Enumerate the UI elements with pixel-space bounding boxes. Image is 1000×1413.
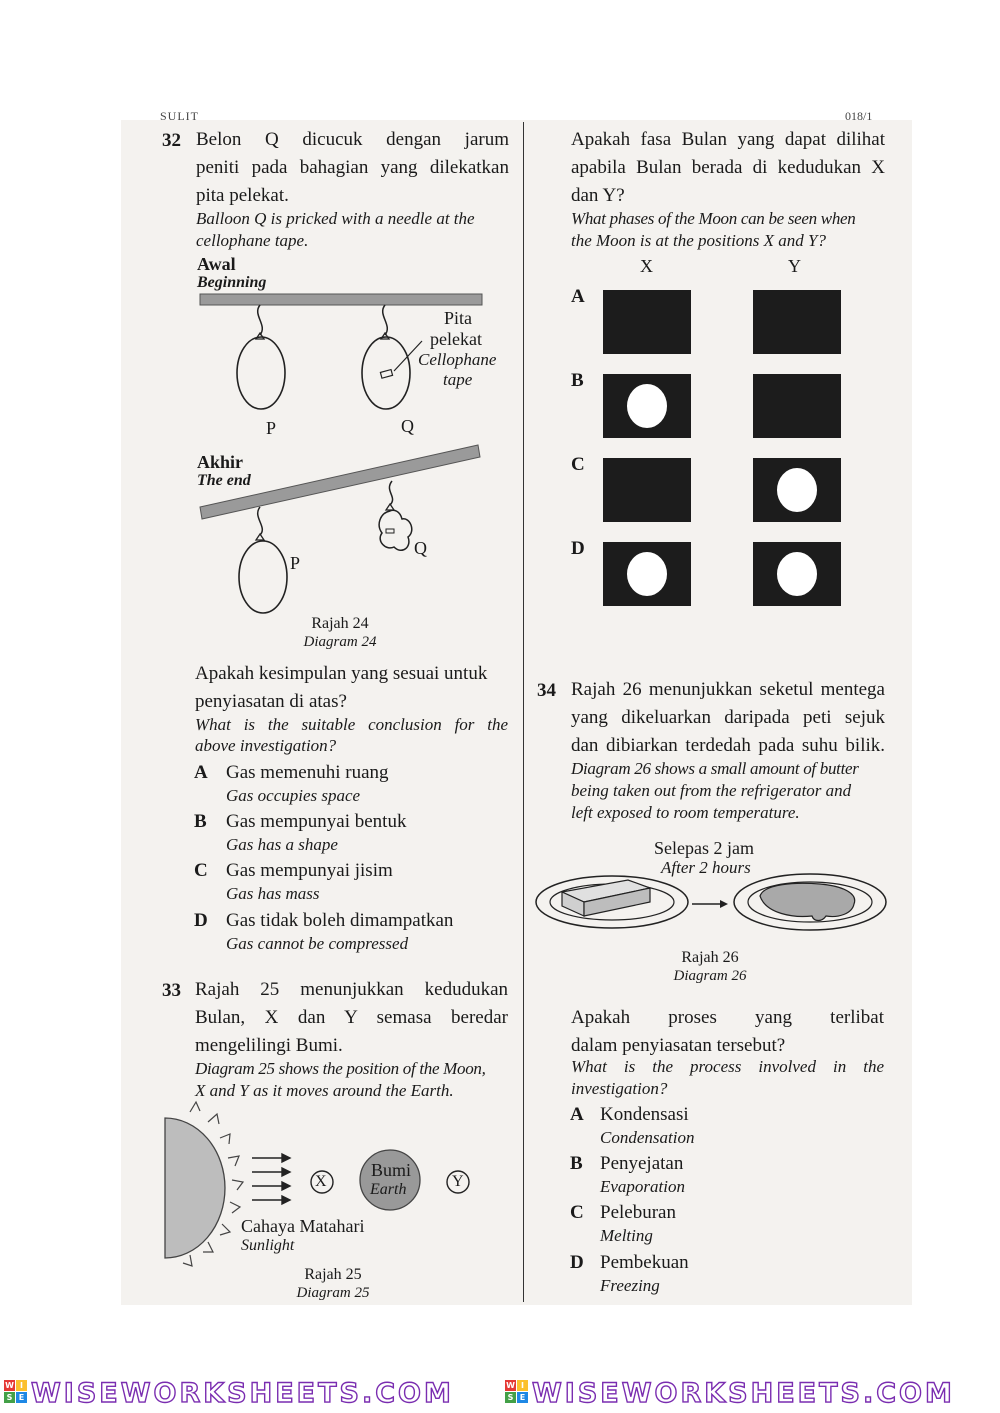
cahaya-matahari-label: Cahaya Matahari xyxy=(241,1216,365,1236)
pita-label: Pita xyxy=(444,308,473,328)
question-32-number: 32 xyxy=(162,130,181,151)
cellophane-tape-mark xyxy=(380,370,392,379)
header-sulit: SULIT xyxy=(160,109,199,123)
q34-question-ms-2: dalam penyiasatan tersebut? xyxy=(571,1035,786,1056)
q32-text-ms-3: pita pelekat. xyxy=(196,185,289,206)
q33-question-ms-3: dan Y? xyxy=(571,185,625,206)
string-q-begin xyxy=(383,305,388,335)
butter-diagram xyxy=(532,866,892,936)
beam-horizontal xyxy=(200,294,482,305)
caption-24-ms: Rajah 24 xyxy=(311,615,369,632)
q34-question-en-1: What is the process involved in the xyxy=(571,1057,884,1076)
the-end-label: The end xyxy=(197,472,251,489)
header-code: 018/1 xyxy=(845,109,873,123)
phase-b-x xyxy=(603,374,691,438)
q33-text-ms-1: Rajah 25 menunjukkan kedudukan xyxy=(195,979,508,1000)
phase-c-x xyxy=(603,458,691,522)
watermark-text-1: WISEWORKSHEETS.COM xyxy=(31,1378,454,1409)
wiseworksheets-logo-2: W I S E xyxy=(505,1380,529,1404)
q33-question-ms-2: apabila Bulan berada di kedudukan X xyxy=(571,157,885,178)
q34-text-en-2: being taken out from the refrigerator and xyxy=(571,781,852,800)
phase-b-y xyxy=(753,374,841,438)
column-divider xyxy=(523,122,524,1302)
q32-question-en-1: What is the suitable conclusion for the xyxy=(195,715,508,734)
after-2-hours-en: After 2 hours xyxy=(661,858,751,877)
awal-label: Awal xyxy=(197,254,236,274)
q33-question-ms-1: Apakah fasa Bulan yang dapat dilihat xyxy=(571,129,885,150)
phase-c-y xyxy=(753,458,841,522)
q34-text-ms-2: yang dikeluarkan daripada peti sejuk xyxy=(571,707,885,728)
melted-butter xyxy=(760,883,855,920)
caption-diagram-26 xyxy=(650,948,770,986)
tape-label: tape xyxy=(443,370,473,389)
q34-question-ms-1: Apakah proses yang terlibat xyxy=(571,1007,884,1028)
balloon-q-begin xyxy=(362,337,410,409)
q34-text-ms-1: Rajah 26 menunjukkan seketul mentega xyxy=(571,679,885,700)
q34-text-en-3: left exposed to room temperature. xyxy=(571,803,800,822)
after-2-hours-ms: Selepas 2 jam xyxy=(654,838,754,858)
label-p-begin: P xyxy=(266,418,277,438)
label-y: Y xyxy=(452,1173,464,1190)
q34-question-en-2: investigation? xyxy=(571,1079,668,1098)
q32-text-ms-1: Belon Q dicucuk dengan jarum xyxy=(196,129,509,150)
q33-question-en-1: What phases of the Moon can be seen when xyxy=(571,209,856,228)
caption-24-en: Diagram 24 xyxy=(303,634,377,650)
balloon-p-begin xyxy=(237,337,285,409)
sun-icon xyxy=(165,1118,225,1258)
q33-text-ms-3: mengelilingi Bumi. xyxy=(195,1035,343,1056)
q32-text-en-2: cellophane tape. xyxy=(196,231,309,250)
phase-d-x xyxy=(603,542,691,606)
q34-text-ms-3: dan dibiarkan terdedah pada suhu bilik. xyxy=(571,735,885,756)
caption-25-en: Diagram 25 xyxy=(296,1285,370,1301)
light-arrows xyxy=(252,1154,290,1204)
question-34-number: 34 xyxy=(537,680,556,701)
caption-diagram-24 xyxy=(280,614,400,652)
q32-question-ms-1: Apakah kesimpulan yang sesuai untuk xyxy=(195,663,488,684)
q33-text-ms-2: Bulan, X dan Y semasa beredar xyxy=(195,1007,508,1028)
pelekat-label: pelekat xyxy=(430,329,482,349)
watermark-text-2: WISEWORKSHEETS.COM xyxy=(532,1378,955,1409)
balloon-p-end xyxy=(239,541,287,613)
sunlight-label: Sunlight xyxy=(241,1237,295,1254)
caption-25-ms: Rajah 25 xyxy=(304,1266,362,1283)
q33-text-en-1: Diagram 25 shows the position of the Moon, xyxy=(195,1059,486,1078)
q33-text-en-2: X and Y as it moves around the Earth. xyxy=(195,1081,454,1100)
column-y-label: Y xyxy=(788,256,801,276)
q34-text-en-1: Diagram 26 shows a small amount of butter xyxy=(571,759,859,778)
caption-26-ms: Rajah 26 xyxy=(681,949,739,966)
string-p-begin xyxy=(258,305,263,335)
caption-diagram-25 xyxy=(273,1265,393,1303)
phase-d-y xyxy=(753,542,841,606)
q32-question-en-2: above investigation? xyxy=(195,736,337,755)
q32-text-en-1: Balloon Q is pricked with a needle at the xyxy=(196,209,475,228)
q33-question-en-2: the Moon is at the positions X and Y? xyxy=(571,231,826,250)
balloon-q-burst xyxy=(379,510,412,550)
watermark-footer xyxy=(0,1378,1000,1408)
label-q-end: Q xyxy=(414,538,427,558)
caption-26-en: Diagram 26 xyxy=(673,968,747,984)
q32-question-ms-2: penyiasatan di atas? xyxy=(195,691,347,712)
q32-text-ms-2: peniti pada bahagian yang dilekatkan xyxy=(196,157,509,178)
akhir-label: Akhir xyxy=(197,452,244,472)
wiseworksheets-logo: W I S E xyxy=(4,1380,28,1404)
label-q-begin: Q xyxy=(401,416,414,436)
label-p-end: P xyxy=(290,553,301,573)
phase-a-x xyxy=(603,290,691,354)
earth-label: Earth xyxy=(370,1181,407,1198)
cellophane-label: Cellophane xyxy=(418,350,497,369)
phase-a-y xyxy=(753,290,841,354)
column-x-label: X xyxy=(640,256,653,276)
label-x: X xyxy=(315,1173,327,1190)
question-33-number: 33 xyxy=(162,980,181,1001)
bumi-label: Bumi xyxy=(371,1160,412,1180)
beginning-label: Beginning xyxy=(197,274,267,291)
